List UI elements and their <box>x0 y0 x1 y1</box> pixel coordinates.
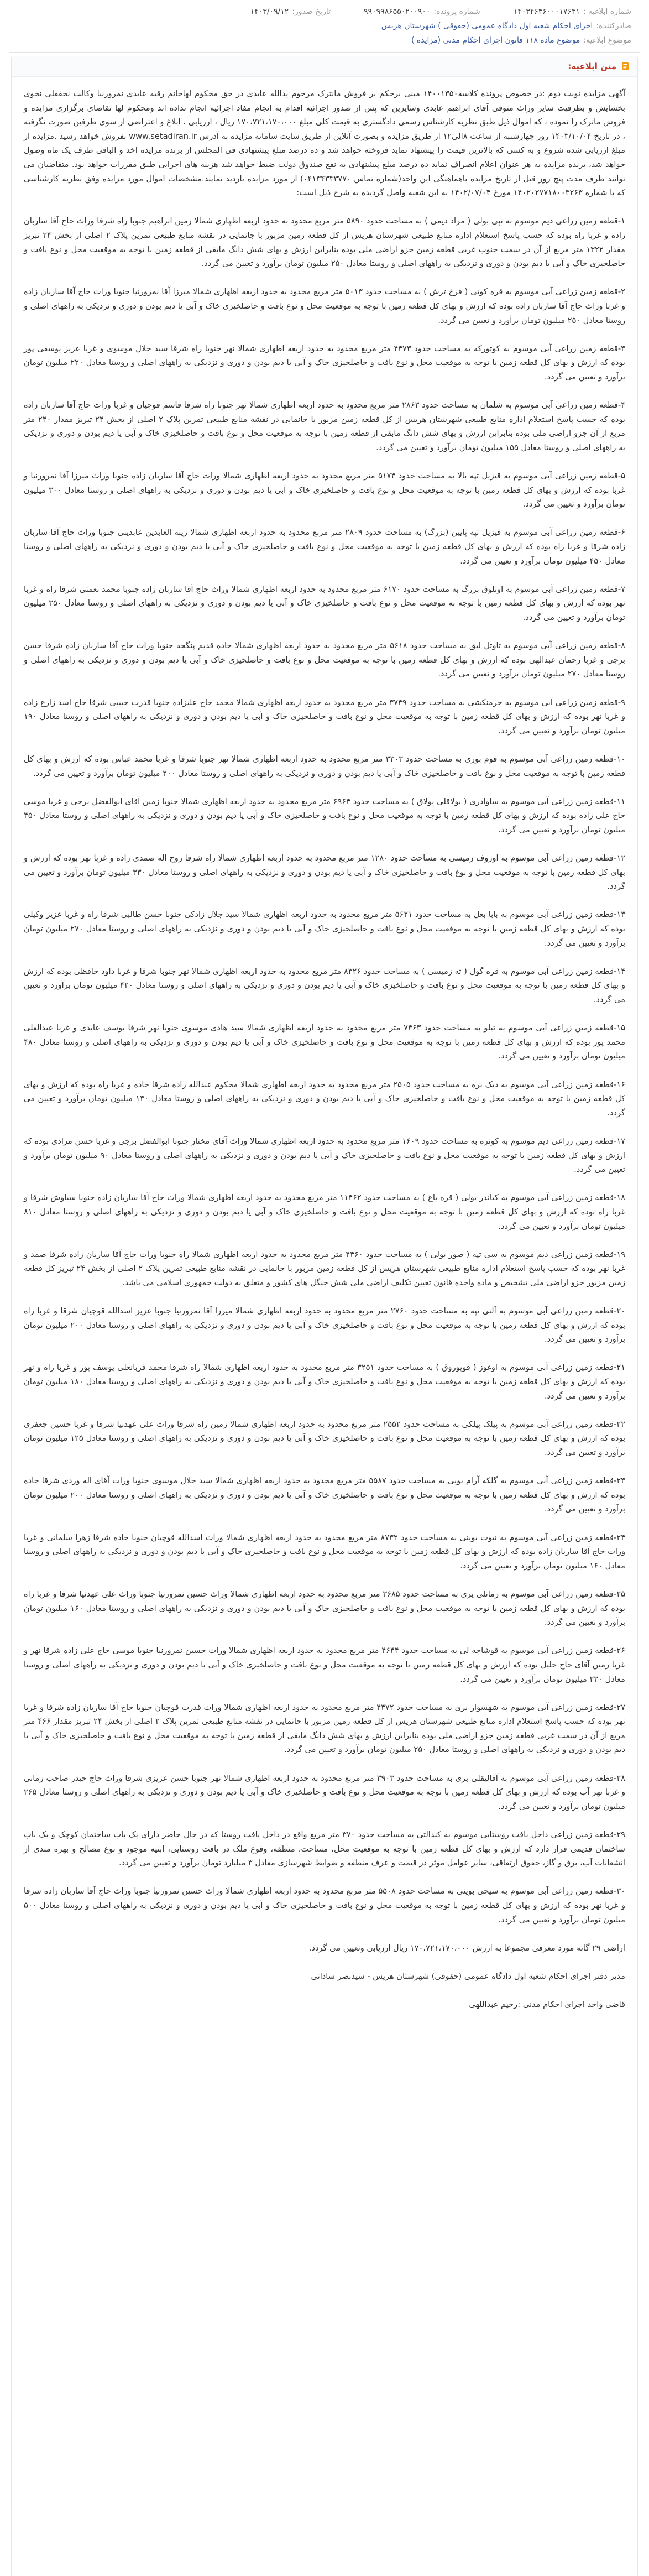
issue-date-value: ۱۴۰۳/۰۹/۱۲ <box>250 7 289 16</box>
notice-number <box>514 4 631 19</box>
lot-paragraph-2: ۲-قطعه زمین زراعی آبی موسوم به قره کوتی ( فرخ ترش ) به مساحت حدود ۵۰۱۳ متر مربع محدود به حدود اربعه اظهاری شمالا میرزا آقا نمرورنیا جنوبا وراث حاج آقا ساربان زاده و غربا وراث حاج آقا ساربان زاده بوده که ارزش و بهای کل قطعه زمین با توجه به موقعیت محل و نوع بافت و حاصلخیزی خاک و آبی یا دیم بودن و دوری و نزدیکی به راههای اصلی و روستا معادل ۲۵۰ میلیون تومان برآورد و تعیین می گردد. <box>24 287 625 325</box>
issue-date-label: تاریخ صدور: <box>292 7 331 16</box>
lot-paragraph-13: ۱۳-قطعه زمین زراعی آبی موسوم به بابا بعل به مساحت حدود ۵۶۲۱ متر مربع محدود به حدود اربعه اظهاری شمالا سید جلال زادکی جنوبا حسن طالبی شرقا راه و غربا عزیز وکیلی بوده که ارزش و بهای کل قطعه زمین با توجه به موقعیت محل و نوع بافت و حاصلخیزی خاک و آبی یا دیم بودن و دوری و نزدیکی به راههای اصلی و روستا معادل ۲۷۰ میلیون تومان برآورد و تعیین می گردد. <box>24 910 626 948</box>
lot-paragraph-12: ۱۲-قطعه زمین زراعی آبی موسوم به اوروف زمیسی به مساحت حدود ۱۲۸۰ متر مربع محدود به حدود اربعه اظهاری شمالا راه شرقا روح اله صمدی زاده و غربا نهر بوده که ارزش و بهای کل قطعه زمین با توجه به موقعیت محل و نوع بافت و حاصلخیزی خاک و آبی یا دیم بودن و دوری و نزدیکی به راههای اصلی و روستا معادل ۳۳۰ میلیون تومان برآورد و تعیین می گردد. <box>24 853 625 891</box>
lot-paragraph-28: ۲۸-قطعه زمین زراعی آبی موسوم به آقالیقلی بری به مساحت حدود ۳۹۰۳ متر مربع محدود به حدود اربعه اظهاری شمالا نهر جنوبا حسن عزیزی شرقا وراث حاج حیدر صاحب زمانی و غربا نهر آب بوده که ارزش و بهای کل قطعه زمین با توجه به موقعیت محل و نوع بافت و حاصلخیزی خاک و آبی یا دیم بودن و دوری و نزدیکی به راههای اصلی و روستا معادل ۲۶۵ میلیون تومان برآورد و تعیین می گردد. <box>24 1773 626 1811</box>
subject-line <box>18 33 631 48</box>
case-number-value: ۹۹۰۹۹۸۶۵۵۰۲۰۰۹۰۰ <box>364 7 431 16</box>
issuer-line <box>18 19 631 33</box>
lot-paragraph-18: ۱۸-قطعه زمین زراعی آبی موسوم به کیاندر بولی ( قره باغ ) به مساحت حدود ۱۱۴۶۲ متر مربع محدود به حدود اربعه اظهاری شمالا وراث حاج آقا ساربان زاده جنوبا سیاوش شرقا و غربا راه بوده که ارزش و بهای کل قطعه زمین با توجه به موقعیت محل و نوع بافت و حاصلخیزی خاک و آبی یا دیم بودن و دوری و نزدیکی به راههای اصلی و روستا معادل ۸۱۰ میلیون تومان برآورد و تعیین می گردد. <box>24 1193 625 1231</box>
lot-paragraph-17: ۱۷-قطعه زمین زراعی دیم موسوم به کوتره به مساحت حدود ۱۶۰۹ متر مربع محدود به حدود اربعه اظهاری شمالا وراث آقای مختار جنوبا ابوالفضل برجی و غربا حسن مرادی بوده که ارزش و بهای کل قطعه زمین با توجه به موقعیت محل و نوع بافت و حاصلخیزی خاک و آبی یا دیم بودن و دوری و نزدیکی به راههای اصلی و روستا معادل ۹۰ میلیون تومان برآورد و تعیین می گردد. <box>24 1136 625 1175</box>
lot-paragraph-3: ۳-قطعه زمین زراعی آبی موسوم به کوتورکه به مساحت حدود ۴۴۷۳ متر مربع محدود به حدود اربعه اظهاری شمالا نهر جنوبا راه شرقا سید جلال موسوی و غربا عزیز یوسفی پور بوده که ارزش و بهای کل قطعه زمین با توجه به موقعیت محل و نوع بافت و حاصلخیزی خاک و آبی یا دیم بودن و دوری و نزدیکی به راههای اصلی و روستا معادل ۲۲۰ میلیون تومان برآورد و تعیین می گردد. <box>24 343 625 382</box>
lot-paragraph-24: ۲۴-قطعه زمین زراعی آبی موسوم به نبوت بوینی به مساحت حدود ۸۷۳۲ متر مربع محدود به حدود اربعه اظهاری شمالا وراث اسدالله قوچیان جنوبا جاده شرقا زهرا سلمانی و غربا وراث حاج آقا ساربان زاده بوده که ارزش و بهای کل قطعه زمین با توجه به موقعیت محل و نوع بافت و حاصلخیزی خاک و آبی یا دیم بودن و دوری و نزدیکی به راههای اصلی و روستا معادل ۱۶۰ میلیون تومان برآورد و تعیین می گردد. <box>24 1532 625 1571</box>
lot-paragraph-30: ۳۰-قطعه زمین زراعی آبی موسوم به سیجی بوینی به مساحت حدود ۵۵۰۸ متر مربع محدود به حدود اربعه اظهاری شمالا وراث حسین نمرورنیا جنوبا وراث حاج آقا ساربان زاده شرقا و غربا نهر بوده که ارزش و بهای کل قطعه زمین با توجه به موقعیت محل و نوع بافت و حاصلخیزی خاک و آبی یا دیم بودن و دوری و نزدیکی به راههای اصلی و روستا معادل ۵۰۰ میلیون تومان برآورد و تعیین می گردد. <box>24 1886 625 1925</box>
lot-paragraph-25: ۲۵-قطعه زمین زراعی آبی موسوم به زمانلی یری به مساحت حدود ۳۶۸۵ متر مربع محدود به حدود اربعه اظهاری شمالا وراث حسین نمرورنیا جنوبا وراث علی عهدنیا شرقا و غربا راه بوده که ارزش و بهای کل قطعه زمین با توجه به موقعیت محل و نوع بافت و حاصلخیزی خاک و آبی یا دیم بودن و دوری و نزدیکی به راههای اصلی و روستا معادل ۱۶۰ میلیون تومان برآورد و تعیین می گردد. <box>24 1589 625 1628</box>
notice-page <box>9 0 640 2576</box>
lot-paragraph-21: ۲۱-قطعه زمین زراعی آبی موسوم به اوغوز ( قوپوروق ) به مساحت حدود ۳۲۵۱ متر مربع محدود به حدود اربعه اظهاری شمالا راه شرقا محمد قربانعلی یوسف پور و غربا راه و نهر بوده که ارزش و بهای کل قطعه زمین با توجه به موقعیت محل و نوع بافت و حاصلخیزی خاک و آبی یا دیم بودن و دوری و نزدیکی به راههای اصلی و روستا معادل ۱۸۰ میلیون تومان برآورد و تعیین می گردد. <box>24 1363 625 1401</box>
lot-paragraph-16: ۱۶-قطعه زمین زراعی آبی موسوم به دیک بره به مساحت حدود ۲۵۰۵ متر مربع محدود به حدود اربعه اظهاری شمالا محکوم عبدالله زاده شرقا جاده و غربا راه بوده که ارزش و بهای کل قطعه زمین با توجه به موقعیت محل و نوع بافت و حاصلخیزی خاک و آبی یا دیم بودن و دوری و نزدیکی به راههای اصلی و روستا معادل ۱۳۰ میلیون تومان برآورد و تعیین می گردد. <box>24 1080 626 1118</box>
subject-value: موضوع ماده ۱۱۸ قانون اجرای احکام مدنی (مزایده ) <box>411 36 580 45</box>
lot-paragraph-1: ۱-قطعه زمین زراعی دیم موسوم به تپی بولی ( مراد دیمی ) به مساحت حدود ۵۸۹۰ متر مربع محدود به حدود اربعه اظهاری شمالا زمین ابراهیم جنوبا راه شرقا وراث حاج آقا ساربان زاده و غربا راه بوده که حسب پاسخ استعلام اداره منابع طبیعی شهرستان هریس از کل قطعه زمین مزبور با جانمایی در نقشه منابع طبیعی تمرین پلاک ۲ اصلی از بخش ۲۴ تبریز مقدار ۱۳۲۲ متر مربع از آن در سمت جنوب غربی قطعه زمین جزو اراضی ملی بوده بنابراین ارزش و بهای شش دانگ مابقی از قطعه زمین با توجه به موقعیت محل و نوع بافت و حاصلخیزی خاک و آبی یا دیم بودن و دوری و نزدیکی به راههای اصلی و روستا معادل ۲۵۰ میلیون تومان برآورد و تعیین می گردد. <box>24 216 626 269</box>
panel-title: متن ابلاغیه: <box>568 61 616 71</box>
lot-paragraph-29: ۲۹-قطعه زمین زراعی داخل بافت روستایی موسوم به کندالتی به مساحت حدود ۳۷۰ متر مربع واقع در داخل بافت روستا که در حال حاضر دارای یک باب ساختمان کوچک و یک باب ساختمان قدیمی قرار دارد که ارزش و بهای کل قطعه زمین با توجه به موقعیت محل، مساحت، منطقه، وقوع ملک در بافت روستایی، ابنیه موجود و نوع مصالح و بهره مندی از انشعابات آب، برق و گاز، حقوق ارتفاقی، سایر عوامل موثر در قیمت و عرف منطقه و ضوابط شهرسازی معادل ۳ میلیارد تومان برآورد و تعیین می گردد. <box>24 1830 625 1868</box>
panel-header <box>12 56 637 77</box>
document-text-icon <box>621 62 630 71</box>
notice-meta <box>9 0 640 48</box>
case-number-label: شماره پرونده: <box>433 7 480 16</box>
notice-body <box>12 77 637 2012</box>
subject-label: موضوع ابلاغیه: <box>583 36 631 45</box>
lot-paragraph-20: ۲۰-قطعه زمین زراعی آبی موسوم به آلتی تپه به مساحت حدود ۲۷۶۰ متر مربع محدود به حدود اربعه اظهاری شمالا میرزا آقا نمرورنیا جنوبا عزیز اسدالله قوچیان شرقا و غربا راه بوده که ارزش و بهای کل قطعه زمین با توجه به موقعیت محل و نوع بافت و حاصلخیزی خاک و آبی یا دیم بودن و دوری و نزدیکی به راههای اصلی و روستا معادل ۲۰۰ میلیون تومان برآورد و تعیین می گردد. <box>24 1306 625 1344</box>
total-valuation: اراضی ۲۹ گانه مورد معرفی مجموعا به ارزش ۱۷۰،۷۲۱،۱۷۰،۰۰۰ ریال ارزیابی وتعیین می گردد. <box>308 1943 625 1953</box>
signature-clerk: مدیر دفتر اجرای احکام شعبه اول دادگاه عمومی (حقوقی) شهرستان هریس - سیدنصر ساداتی <box>311 1971 625 1981</box>
issuer-value: اجرای احکام شعبه اول دادگاه عمومی (حقوقی ) شهرستان هریس <box>381 22 593 30</box>
issuer-label: صادرکننده: <box>596 22 631 30</box>
lot-paragraph-8: ۸-قطعه زمین زراعی آبی موسوم به تاوتل لیق به مساحت حدود ۵۶۱۸ متر مربع محدود به حدود اربعه اظهاری شمالا جاده قدیم پنگجه جنوبا وراث حاج آقا ساربان زاده شرقا حسن برجی و غربا رحمان عبدالهی بوده که ارزش و بهای کل قطعه زمین با توجه به موقعیت محل و نوع بافت و حاصلخیزی خاک و آبی یا دیم بودن و دوری و نزدیکی به راههای اصلی و روستا معادل ۲۷۰ میلیون تومان برآورد و تعیین می گردد. <box>24 641 625 679</box>
meta-row-top <box>18 4 631 19</box>
lot-paragraph-15: ۱۵-قطعه زمین زراعی آبی موسوم به تیلو به مساحت حدود ۷۴۶۳ متر مربع محدود به حدود اربعه اظهاری شمالا سید هادی موسوی جنوبا نهر شرقا یوسف عابدی و غربا عبدالعلی محمد پور بوده که ارزش و بهای کل قطعه زمین با توجه به موقعیت محل و نوع بافت و حاصلخیزی خاک و آبی یا دیم بودن و دوری و نزدیکی به راههای اصلی و روستا معادل ۴۸۰ میلیون تومان برآورد و تعیین می گردد. <box>24 1023 625 1061</box>
lot-paragraph-7: ۷-قطعه زمین زراعی آبی موسوم به اوتلوق بزرگ به مساحت حدود ۶۱۷۰ متر مربع محدود به حدود اربعه اظهاری شمالا وراث حاج آقا ساربان زاده جنوبا محمد نعمتی شرقا راه و غربا نهر بوده که ارزش و بهای کل قطعه زمین با توجه به موقعیت محل و نوع بافت و حاصلخیزی خاک و آبی یا دیم بودن و دوری و نزدیکی به راههای اصلی و روستا معادل ۳۵۰ میلیون تومان برآورد و تعیین می گردد. <box>24 584 625 622</box>
lot-paragraph-22: ۲۲-قطعه زمین زراعی آبی موسوم به پیلک پیلکی به مساحت حدود ۲۵۵۲ متر مربع محدود به حدود اربعه اظهاری شمالا زمین راه شرقا وراث علی عهدنیا شرقا و غربا حسین جعفری بوده که ارزش و بهای کل قطعه زمین با توجه به موقعیت محل و نوع بافت و حاصلخیزی خاک و آبی یا دیم بودن و دوری و نزدیکی به راههای اصلی و روستا معادل ۱۲۵ میلیون تومان برآورد و تعیین می گردد. <box>24 1419 625 1457</box>
lot-paragraph-6: ۶-قطعه زمین زراعی آبی موسوم به قیزیل تپه پایین (بزرگ) به مساحت حدود ۲۸۰۹ متر مربع محدود به حدود اربعه اظهاری شمالا زینه العابدین عابدینی جنوبا وراث حاج آقا ساربان زاده شرقا و غربا راه بوده که ارزش و بهای کل قطعه زمین با توجه به موقعیت محل و نوع بافت و حاصلخیزی خاک و آبی یا دیم بودن و دوری و نزدیکی به راههای اصلی و روستا معادل ۴۵۰ میلیون تومان برآورد و تعیین می گردد. <box>24 528 625 566</box>
notice-number-label: شماره ابلاغیه : <box>583 7 631 16</box>
case-number <box>364 4 480 19</box>
lot-paragraph-4: ۴-قطعه زمین زراعی آبی موسوم به شلمان به مساحت حدود ۲۸۶۳ متر مربع محدود به حدود اربعه اظهاری شمالا نهر جنوبا راه شرقا قاسم قوچیان و غربا وراث حاج آقا ساربان زاده بوده که حسب پاسخ استعلام اداره منابع طبیعی شهرستان هریس از کل قطعه زمین مزبور با جانمایی در نقشه منابع طبیعی تمرین پلاک ۲ اصلی از بخش ۲۴ تبریز مقدار ۲۴۰ متر مربع از آن جزو اراضی ملی بوده بنابراین ارزش و بهای شش دانگ مابقی از قطعه زمین با توجه به موقعیت محل و نوع بافت و حاصلخیزی خاک و آبی یا دیم بودن و دوری و نزدیکی به راههای اصلی و روستا معادل ۱۵۵ میلیون تومان برآورد و تعیین می گردد. <box>24 400 625 452</box>
lot-paragraph-10: ۱۰-قطعه زمین زراعی آبی موسوم به قوم بوری به مساحت حدود ۳۳۰۳ متر مربع محدود به حدود اربعه اظهاری شمالا نهر جنوبا شرقا و غربا محمد عباس بوده که ارزش و بهای کل قطعه زمین با توجه به موقعیت محل و نوع بافت و حاصلخیزی خاک و آبی یا دیم بودن و دوری و نزدیکی به راههای اصلی و روستا معادل ۲۰۰ میلیون تومان برآورد و تعیین می گردد. <box>24 754 626 778</box>
lot-paragraph-9: ۹-قطعه زمین زراعی آبی موسوم به خرمنکشی به مساحت حدود ۳۷۴۹ متر مربع محدود به حدود اربعه اظهاری شمالا محمد حاج علیزاده جنوبا قدرت حبیبی شرقا حاج اسد زارع زاده و غربا نهر بوده که ارزش و بهای کل قطعه زمین با توجه به موقعیت محل و نوع بافت و حاصلخیزی خاک و آبی یا دیم بودن و دوری و نزدیکی به راههای اصلی و روستا معادل ۱۹۰ میلیون تومان برآورد و تعیین می گردد. <box>24 697 625 736</box>
intro-paragraph: آگهی مزایده نوبت دوم :در خصوص پرونده کلاسه۱۴۰۰۱۳۵۰ مبنی برحکم بر فروش مانترک مرحوم یدالله عابدی در حق محکوم لهاخانم رقیه عابدی نمرورنیا وکالت نجفقلی نحوی بخشایش و بطرفیت سایر وراث متوفی آقای ابراهیم عابدی وسایرین که پس از صدور اجرائیه اقدام به انجام مفاد اجرائیه انجام نداده اند ومحکوم لها تقاضای برگزاری مزایده و فروش ماترک را نموده ، که اموال ذیل طبق نظریه کارشناس رسمی دادگستری به قیمت کلی مبلغ ۱۷۰،۷۲۱،۱۷۰،۰۰۰ ریال ، ارزیابی ، ابلاغ و اعتراضی از سوی طرفین صورت نگرفته ، در تاریخ ۱۴۰۳/۱۰/۰۴ روز چهارشنبه از ساعت ۸الی۱۲ از طریق مزایده و بصورت آنلاین از طریق سایت سامانه مزایده به آدرس www.setadiran.ir بفروش خواهد رسید .مزایده از مبلغ ارزیابی شده شروع و به کسی که بالاترین قیمت را پیشنهاد نماید فروخته خواهد شد و ده درصد مبلغ پیشنهادی فی المجلس از برنده مزایده اخذ و الباقی ظرف یک ماه وصول خواهد شد، برنده مزایده به هر عنوان اعلام انصراف نماید ده درصد مبلغ پیشنهادی به نفع صندوق دولت ضبط خواهد شد هزینه های اجرایی طبق مقررات خواهد بود. متقاضیان می توانند ظرف مدت پنج روز قبل از تاریخ مزایده باهماهنگی این واحد(شماره تماس ۰۴۱۳۴۳۳۳۷۷۰) از مورد مزایده بازدید نمایند.مشخصات اموال مورد مزایده وفق نظریه کارشناسی که با شماره ۱۴۰۲۰۲۷۷۱۸۰۰۳۲۶۳ مورخ ۱۴۰۲/۰۷/۰۴ به این شعبه واصل گردیده به شرح ذیل است: <box>24 89 626 198</box>
lot-paragraph-5: ۵-قطعه زمین زراعی آبی موسوم به قیزیل تپه بالا به مساحت حدود ۵۱۷۴ متر مربع محدود به حدود اربعه اظهاری شمالا وراث حاج آقا ساربان زاده جنوبا وراث میرزا آقا نمرورنیا و غربا بوده که ارزش و بهای کل قطعه زمین با توجه به موقعیت محل و نوع بافت و حاصلخیزی خاک و آبی یا دیم بودن و دوری و نزدیکی به راههای اصلی و روستا معادل ۳۰۰ میلیون تومان برآورد و تعیین می گردد. <box>24 471 626 509</box>
notice-number-value: ۱۴۰۳۴۶۳۶۰۰۰۱۷۶۳۱ <box>513 7 580 16</box>
header-divider <box>9 52 640 53</box>
lot-paragraph-23: ۲۳-قطعه زمین زراعی آبی موسوم به گلکه آرام بویی به مساحت حدود ۵۵۸۷ متر مربع محدود به حدود اربعه اظهاری شمالا سید جلال موسوی جنوبا وراث آقای اله وردی شرقا جاده بوده که ارزش و بهای کل قطعه زمین با توجه به موقعیت محل و نوع بافت و حاصلخیزی خاک و آبی یا دیم بودن و دوری و نزدیکی به راههای اصلی و روستا معادل ۲۰۰ میلیون تومان برآورد و تعیین می گردد. <box>24 1476 625 1514</box>
notice-text-panel <box>11 56 638 2576</box>
signature-judge: قاضی واحد اجرای احکام مدنی :رحیم عبداللهی <box>469 2000 625 2010</box>
lot-paragraph-26: ۲۶-قطعه زمین زراعی آبی موسوم به قوشاجه لی به مساحت حدود ۴۶۴۴ متر مربع محدود به حدود اربعه اظهاری شمالا وراث حسین نمرورنیا جنوبا موسی حاج علی زاده شرقا نهر و غربا زمین آقای حاج خلیل بوده که ارزش و بهای کل قطعه زمین با توجه به موقعیت محل و نوع بافت و حاصلخیزی خاک و آبی یا دیم بودن و دوری و نزدیکی به راههای اصلی و روستا معادل ۲۲۰ میلیون تومان برآورد و تعیین می گردد. <box>24 1646 625 1684</box>
lot-paragraph-19: ۱۹-قطعه زمین زراعی دیم موسوم به سی تپه ( صور بولی ) به مساحت حدود ۴۴۶۰ متر مربع محدود به حدود اربعه اظهاری شمالا راه جنوبا وراث حاج آقا ساربان زاده شرقا صمد و غربا نهر بوده که حسب پاسخ استعلام اداره منابع طبیعی شهرستان هریس از کل قطعه زمین مزبور با جانمایی در نقشه منابع طبیعی تمرین پلاک ۲ اصلی از بخش ۲۴ تبریز کل قطعه زمین مزبور جزو اراضی ملی تشخیص و ماده واحده قانون تعیین تکلیف اراضی ملی شش جنگل های کشور و متعلق به دولت جمهوری اسلامی می باشد. <box>24 1249 626 1287</box>
lot-paragraph-27: ۲۷-قطعه زمین زراعی آبی موسوم به شهسوار بری به مساحت حدود ۴۴۷۲ متر مربع محدود به حدود اربعه اظهاری شمالا وراث قدرت قوچیان جنوبا حاج آقا ساربان زاده شرقا و غربا نهر بوده که حسب پاسخ استعلام اداره منابع طبیعی شهرستان هریس از کل قطعه زمین مزبور با جانمایی در نقشه منابع طبیعی تمرین پلاک ۲ اصلی از بخش ۲۴ تبریز مقدار ۴۶۶ متر مربع از آن در سمت غربی قطعه زمین جزو اراضی ملی بوده بنابراین ارزش و بهای شش دانگ مابقی از قطعه زمین با توجه به موقعیت محل و نوع بافت و حاصلخیزی خاک و آبی یا دیم بودن و دوری و نزدیکی به راههای اصلی و روستا معادل ۲۵۰ میلیون تومان برآورد و تعیین می گردد. <box>24 1702 625 1755</box>
lot-paragraph-14: ۱۴-قطعه زمین زراعی آبی موسوم به قره گول ( ته زمیسی ) به مساحت حدود ۸۳۲۶ متر مربع محدود به حدود اربعه اظهاری شمالا نهر جنوبا شرقا و غربا داود حافظی بوده که ارزش و بهای کل قطعه زمین با توجه به موقعیت محل و نوع بافت و حاصلخیزی خاک و آبی یا دیم بودن و دوری و نزدیکی به راههای اصلی و روستا معادل ۴۲۰ میلیون تومان برآورد و تعیین می گردد. <box>24 966 625 1004</box>
issue-date <box>250 4 331 19</box>
lot-paragraph-11: ۱۱-قطعه زمین زراعی آبی موسوم به ساوادری ( بولاقلی بولاق ) به مساحت حدود ۶۹۶۴ متر مربع محدود به حدود اربعه اظهاری شمالا جنوبا زمین آقای ابوالفضل برجی و غربا موسی حاج علی زاده بوده که ارزش و بهای کل قطعه زمین با توجه به موقعیت محل و نوع بافت و حاصلخیزی خاک و آبی یا دیم بودن و دوری و نزدیکی به راههای اصلی و روستا معادل ۴۵۰ میلیون تومان برآورد و تعیین می گردد. <box>24 796 625 835</box>
